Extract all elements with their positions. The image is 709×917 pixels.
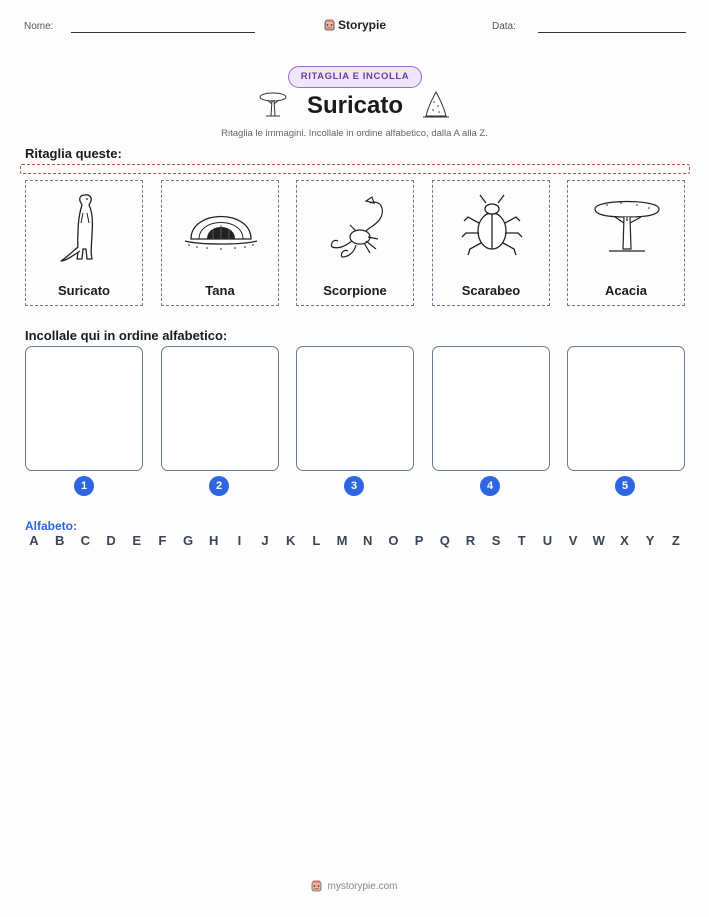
card-label: Scorpione — [323, 283, 387, 298]
alphabet-letter: N — [363, 533, 373, 548]
alphabet-letter: E — [132, 533, 142, 548]
alphabet-letter: V — [568, 533, 578, 548]
alphabet-letter: Y — [645, 533, 655, 548]
card-label: Suricato — [57, 283, 110, 298]
slot-number-2: 2 — [209, 476, 229, 496]
card-label: Tana — [205, 283, 235, 298]
alphabet-letter: P — [414, 533, 424, 548]
alphabet-letter: M — [336, 533, 348, 548]
name-label: Nome: — [24, 21, 54, 32]
slot-number-4: 4 — [480, 476, 500, 496]
worksheet-header — [24, 18, 686, 38]
brand-logo — [324, 18, 386, 32]
activity-badge: RITAGLIA E INCOLLA — [288, 66, 422, 88]
cut-card-acacia[interactable] — [567, 180, 685, 306]
alphabet-letter: I — [237, 533, 242, 548]
alphabet-letter: G — [182, 533, 194, 548]
meerkat-icon — [45, 187, 125, 269]
alphabet-letter: O — [388, 533, 399, 548]
paste-slot-1[interactable] — [25, 346, 143, 471]
cut-section-label: Ritaglia queste: — [25, 146, 122, 161]
alphabet-letter: J — [261, 533, 269, 548]
alphabet-letter: H — [209, 533, 219, 548]
alphabet-letter: S — [491, 533, 501, 548]
name-line[interactable] — [71, 32, 255, 33]
slot-number-5: 5 — [615, 476, 635, 496]
alphabet-letter: A — [29, 533, 39, 548]
footer-link[interactable]: mystorypie.com — [327, 880, 398, 892]
alphabet-letter: F — [158, 533, 167, 548]
alphabet-letter: X — [620, 533, 629, 548]
card-label: Scarabeo — [461, 283, 521, 298]
alphabet-letter: U — [542, 533, 553, 548]
termite-mound-icon — [421, 90, 451, 120]
alphabet-letter: Z — [671, 533, 680, 548]
acacia-tree-icon — [258, 90, 288, 118]
cut-card-scorpion[interactable] — [296, 180, 414, 306]
alphabet-letter: B — [54, 533, 65, 548]
date-label: Data: — [492, 21, 516, 32]
paste-slot-5[interactable] — [567, 346, 685, 471]
alphabet-letter: K — [286, 533, 296, 548]
alphabet-letter: L — [312, 533, 321, 548]
cut-card-beetle[interactable] — [432, 180, 550, 306]
alphabet-letter: R — [465, 533, 476, 548]
date-line[interactable] — [538, 32, 686, 33]
alphabet-letter: T — [517, 533, 526, 548]
paste-slot-4[interactable] — [432, 346, 550, 471]
storypie-mascot-icon — [324, 19, 335, 31]
slot-number-3: 3 — [344, 476, 364, 496]
card-label: Acacia — [605, 283, 647, 298]
page-title: Suricato — [306, 92, 404, 119]
alphabet-letter: Q — [439, 533, 450, 548]
alphabet-label: Alfabeto: — [25, 519, 77, 533]
scorpion-icon — [316, 187, 396, 269]
paste-slot-2[interactable] — [161, 346, 279, 471]
alphabet-letter: W — [592, 533, 605, 548]
alphabet-letter: D — [106, 533, 116, 548]
paste-slot-3[interactable] — [296, 346, 414, 471]
alphabet-letter: C — [80, 533, 91, 548]
footer — [0, 880, 709, 892]
alphabet-row — [25, 533, 685, 548]
storypie-mascot-icon — [311, 880, 322, 892]
instructions: Ritaglia le immagini. Incollale in ordine alfabetico, dalla A alla Z. — [221, 128, 488, 139]
slot-number-1: 1 — [74, 476, 94, 496]
burrow-icon — [181, 187, 261, 269]
paste-section-label: Incollale qui in ordine alfabetico: — [25, 328, 228, 343]
brand-name: Storypie — [338, 18, 387, 32]
cut-card-meerkat[interactable] — [25, 180, 143, 306]
cut-line — [20, 164, 690, 174]
acacia-tree-icon — [587, 187, 667, 269]
cut-card-burrow[interactable] — [161, 180, 279, 306]
beetle-icon — [452, 187, 532, 269]
